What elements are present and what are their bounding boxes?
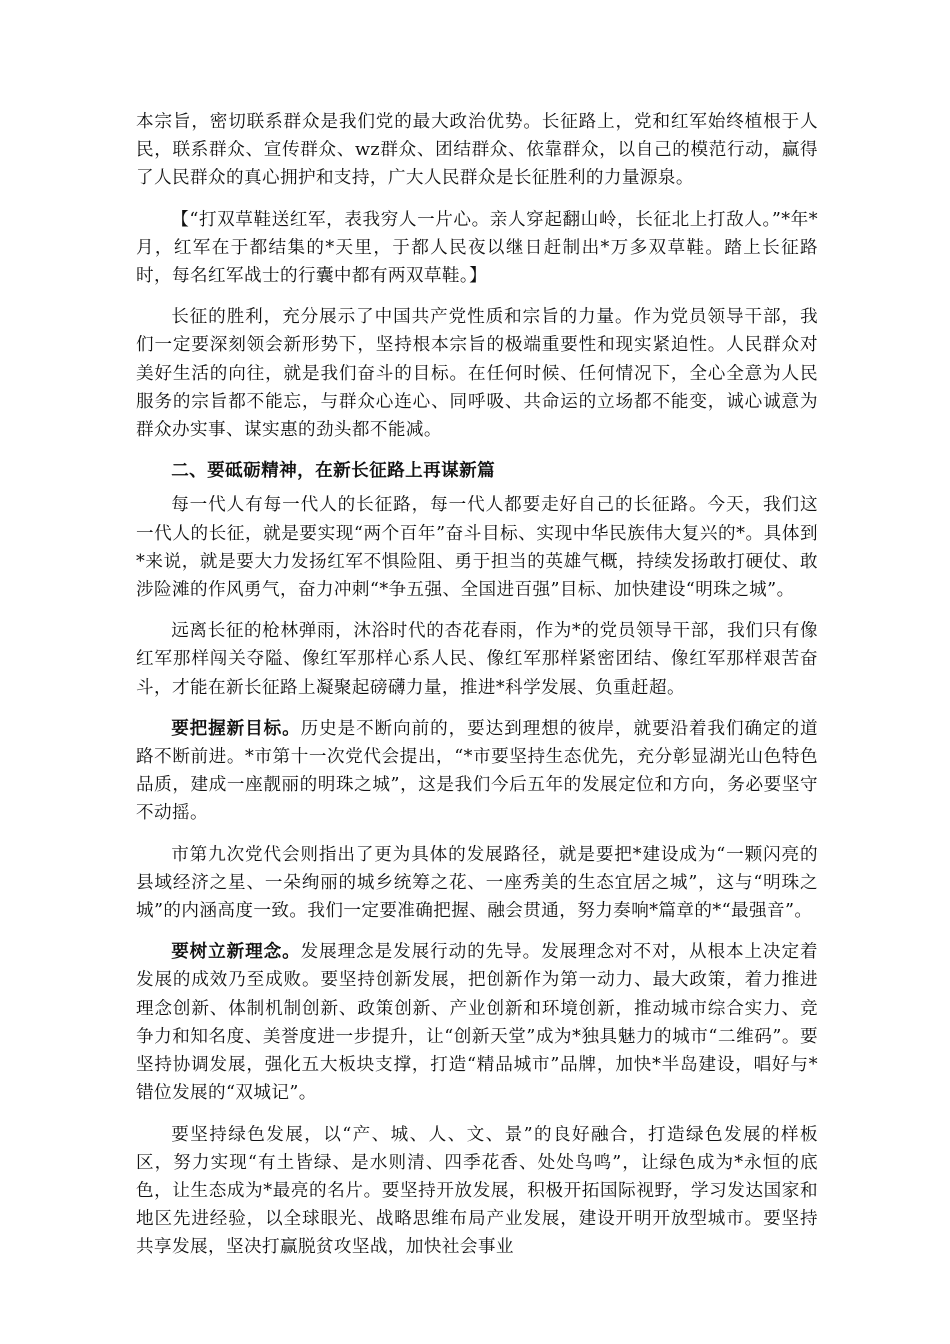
paragraph-6-body: 历史是不断向前的，要达到理想的彼岸，就要沿着我们确定的道路不断前进。*市第十一次党代会提出，“*市要坚持生态优先，充分彰显湖光山色特色品质，建成一座靓丽的明珠之城”，这是我们今后五年的发展定位和方向，务必要坚守不动摇。 — [136, 718, 818, 824]
paragraph-8 — [136, 938, 818, 1107]
paragraph-6 — [136, 715, 818, 828]
paragraph-2-quote: 【“打双草鞋送红军，表我穷人一片心。亲人穿起翻山岭，长征北上打敌人。”*年*月，红军在于都结集的*天里，于都人民夜以继日赶制出*万多双草鞋。踏上长征路时，每名红军战士的行囊中都有两双草鞋。】 — [136, 209, 818, 287]
paragraph-4: 每一代人有每一代人的长征路，每一代人都要走好自己的长征路。今天，我们这一代人的长征，就是要实现“两个百年”奋斗目标、实现中华民族伟大复兴的*。具体到*来说，就是要大力发扬红军不惧险阻、勇于担当的英雄气概，持续发扬敢打硬仗、敢涉险滩的作风勇气，奋力冲刺“*争五强、全国进百强”目标、加快建设“明珠之城”。 — [136, 495, 818, 601]
paragraph-1: 本宗旨，密切联系群众是我们党的最大政治优势。长征路上，党和红军始终植根于人民，联系群众、宣传群众、wz群众、团结群众、依靠群众，以自己的模范行动，赢得了人民群众的真心拥护和支持，广大人民群众是长征胜利的力量源泉。 — [136, 112, 818, 189]
paragraph-9: 要坚持绿色发展，以“产、城、人、文、景”的良好融合，打造绿色发展的样板区，努力实现“有土皆绿、是水则清、四季花香、处处鸟鸣”，让绿色成为*永恒的底色，让生态成为*最亮的名片。要坚持开放发展，积极开拓国际视野，学习发达国家和地区先进经验，以全球眼光、战略思维布局产业发展，建设开明开放型城市。要坚持共享发展，坚决打赢脱贫攻坚战，加快社会事业 — [136, 1124, 818, 1258]
lead-new-concept: 要树立新理念。 — [171, 941, 301, 963]
lead-new-goal: 要把握新目标。 — [171, 717, 301, 739]
section-heading-2: 二、要砥砺精神，在新长征路上再谋新篇 — [171, 460, 496, 482]
paragraph-7: 市第九次党代会则指出了更为具体的发展路径，就是要把*建设成为“一颗闪亮的县域经济之星、一朵绚丽的城乡统筹之花、一座秀美的生态宜居之城”，这与“明珠之城”的内涵高度一致。我们一定要准确把握、融会贯通，努力奏响*篇章的*“最强音”。 — [136, 844, 818, 922]
paragraph-5: 远离长征的枪林弹雨，沐浴时代的杏花春雨，作为*的党员领导干部，我们只有像红军那样闯关夺隘、像红军那样心系人民、像红军那样紧密团结、像红军那样艰苦奋斗，才能在新长征路上凝聚起磅礴力量，推进*科学发展、负重赶超。 — [136, 621, 818, 698]
paragraph-8-body: 发展理念是发展行动的先导。发展理念对不对，从根本上决定着发展的成效乃至成败。要坚持创新发展，把创新作为第一动力、最大政策，着力推进理念创新、体制机制创新、政策创新、产业创新和环境创新，推动城市综合实力、竞争力和知名度、美誉度进一步提升，让“创新天堂”成为*独具魅力的城市“二维码”。要坚持协调发展，强化五大板块支撑，打造“精品城市”品牌，加快*半岛建设，唱好与*错位发展的“双城记”。 — [136, 942, 818, 1104]
paragraph-3: 长征的胜利，充分展示了中国共产党性质和宗旨的力量。作为党员领导干部，我们一定要深刻领会新形势下，坚持根本宗旨的极端重要性和现实紧迫性。人民群众对美好生活的向往，就是我们奋斗的目标。在任何时候、任何情况下，全心全意为人民服务的宗旨都不能忘，与群众心连心、同呼吸、共命运的立场都不能变，诚心诚意为群众办实事、谋实惠的劲头都不能减。 — [136, 307, 818, 441]
document-body — [136, 108, 818, 1275]
